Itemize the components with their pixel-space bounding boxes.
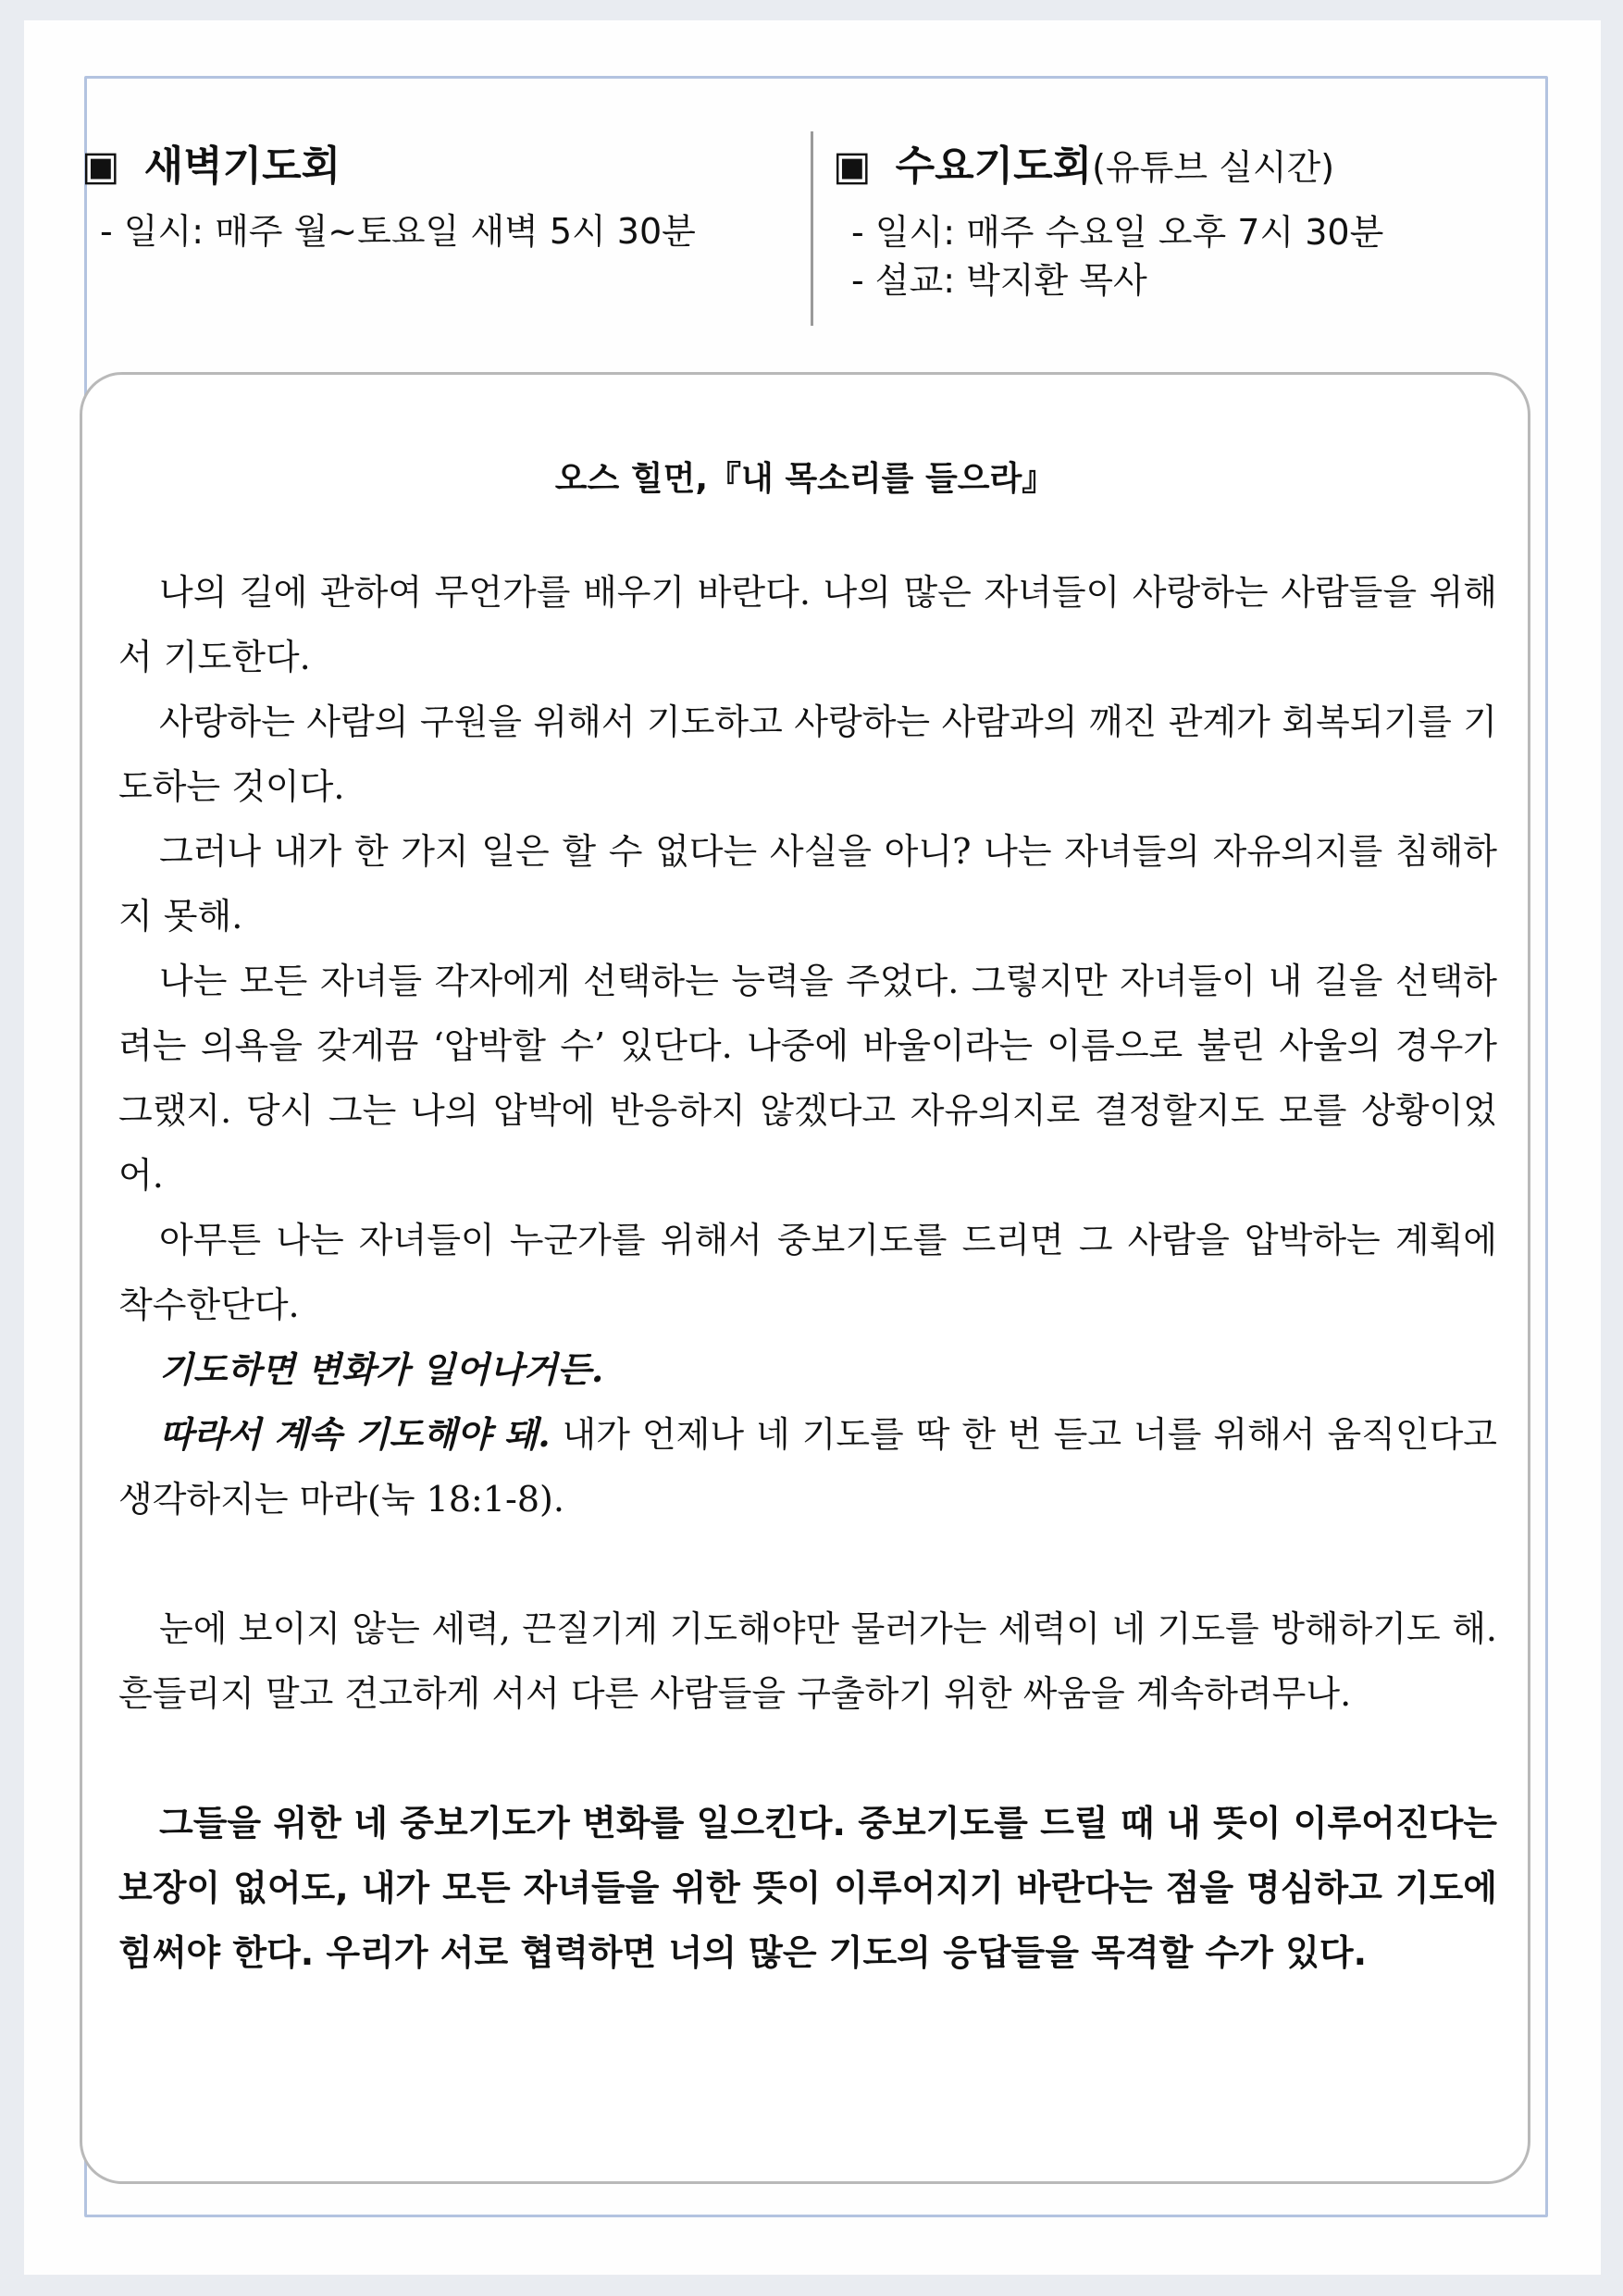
paragraph xyxy=(118,1402,1497,1532)
paragraph: 눈에 보이지 않는 세력, 끈질기게 기도해야만 물러가는 세력이 네 기도를 방해하기도 해. 흔들리지 말고 견고하게 서서 다른 사람들을 구출하기 위한 싸움을 계속하려무나. xyxy=(118,1608,1497,1714)
reading-body xyxy=(118,560,1497,1985)
closing-paragraph: 그들을 위한 네 중보기도가 변화를 일으킨다. 중보기도를 드릴 때 내 뜻이 이루어진다는 보장이 없어도, 내가 모든 자녀들을 위한 뜻이 이루어지기 바란다는 점을 명심하고 기도에 힘써야 한다. 우리가 서로 협력하면 너의 많은 기도의 응답들을 목격할 수가 있다. xyxy=(118,1803,1497,1973)
reading-card xyxy=(80,372,1530,2184)
wednesday-prayer-title: 수요기도회 xyxy=(895,143,1093,190)
paragraph-spacer xyxy=(118,1726,1497,1791)
wednesday-prayer-date: - 일시: 매주 수요일 오후 7시 30분 xyxy=(851,212,1384,253)
emphasis-text: 따라서 계속 기도해야 돼. xyxy=(159,1413,551,1455)
paragraph: 나의 길에 관하여 무언가를 배우기 바란다. 나의 많은 자녀들이 사랑하는 사람들을 위해서 기도한다. xyxy=(118,572,1497,677)
emphasis-paragraph: 기도하면 변화가 일어나거든. xyxy=(159,1348,604,1390)
dawn-prayer-title: 새벽기도회 xyxy=(143,143,341,190)
column-divider xyxy=(811,131,813,326)
wednesday-prayer-section xyxy=(833,139,1383,306)
dawn-prayer-section xyxy=(81,139,696,257)
paragraph: 나는 모든 자녀들 각자에게 선택하는 능력을 주었다. 그렇지만 자녀들이 내 길을 선택하려는 의욕을 갖게끔 ‘압박할 수’ 있단다. 나중에 바울이라는 이름으로 불린 사울의 경우가 그랬지. 당시 그는 나의 압박에 반응하지 않겠다고 자유의지로 결정할지도 모를 상황이었어. xyxy=(118,961,1497,1196)
paragraph-spacer xyxy=(118,1532,1497,1596)
dawn-prayer-date: - 일시: 매주 월~토요일 새벽 5시 30분 xyxy=(100,211,696,252)
square-bullet-icon: ▣ xyxy=(833,143,872,190)
wednesday-prayer-title-suffix: (유튜브 실시간) xyxy=(1092,147,1335,188)
paragraph: 사랑하는 사람의 구원을 위해서 기도하고 사랑하는 사람과의 깨진 관계가 회복되기를 기도하는 것이다. xyxy=(118,701,1497,807)
paragraph-text: 내가 언제나 네 기도를 딱 한 번 듣고 너를 위해서 움직인다고 생각하지는 마라(눅 18:1-8). xyxy=(118,1414,1498,1520)
reading-title: 오스 힐먼,『내 목소리를 들으라』 xyxy=(554,460,1056,498)
dawn-prayer-heading xyxy=(81,139,696,194)
square-bullet-icon: ▣ xyxy=(81,143,120,190)
paragraph: 아무튼 나는 자녀들이 누군가를 위해서 중보기도를 드리면 그 사람을 압박하는 계획에 착수한단다. xyxy=(118,1220,1497,1325)
paragraph: 그러나 내가 한 가지 일은 할 수 없다는 사실을 아니? 나는 자녀들의 자유의지를 침해하지 못해. xyxy=(118,831,1497,937)
wednesday-prayer-heading xyxy=(833,139,1383,195)
wednesday-prayer-preacher: - 설교: 박지환 목사 xyxy=(851,260,1147,301)
